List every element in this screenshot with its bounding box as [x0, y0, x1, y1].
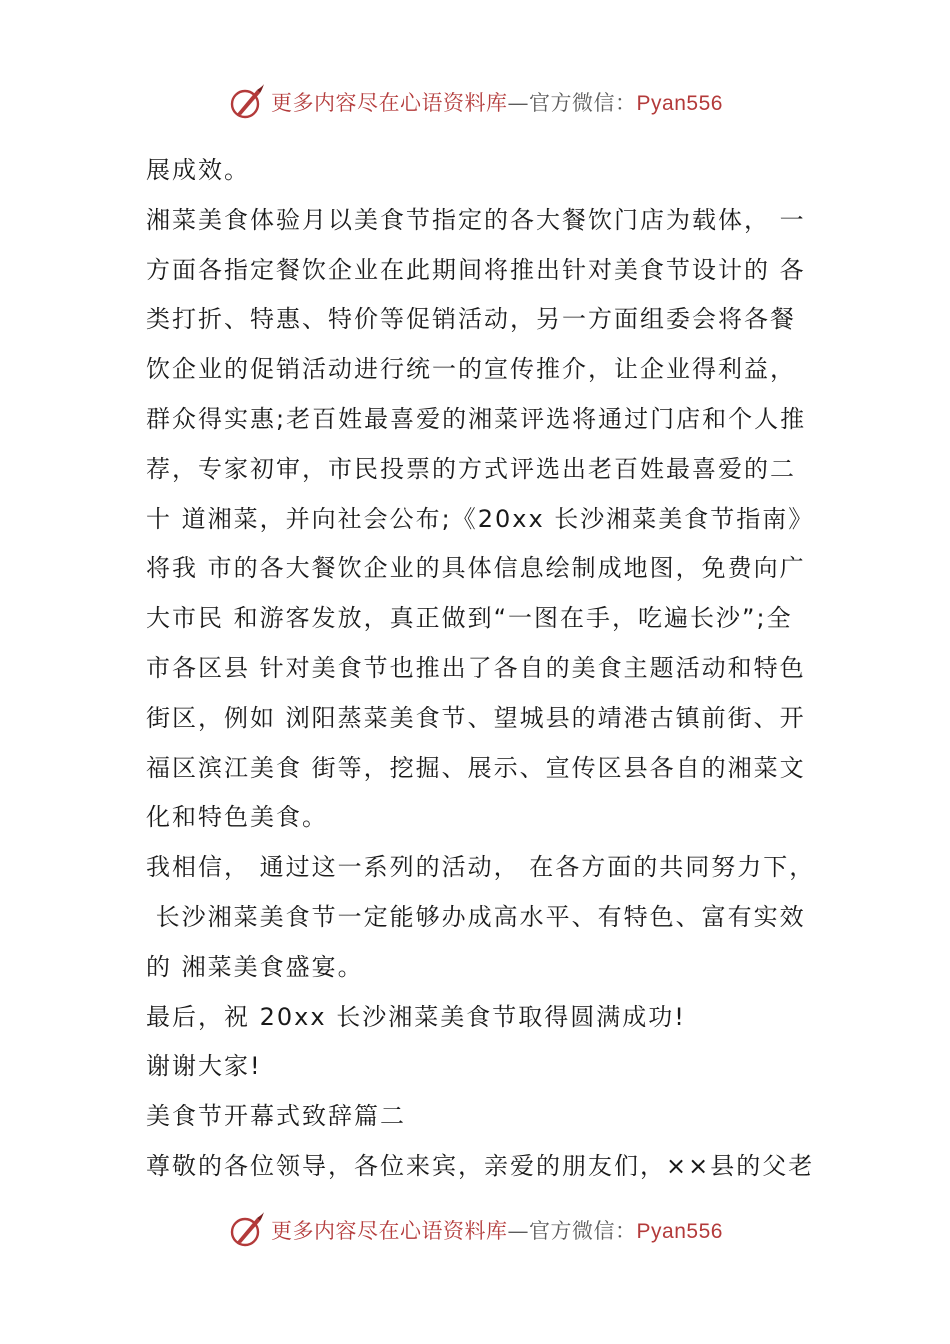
watermark-text	[271, 87, 723, 117]
watermark-dash: —	[507, 91, 530, 115]
body-line: 的 湘菜美食盛宴。	[146, 952, 364, 981]
quill-logo-icon	[227, 82, 267, 122]
footer-watermark	[0, 1208, 950, 1252]
body-line: 市各区县 针对美食节也推出了各自的美食主题活动和特色	[146, 653, 806, 682]
document-body	[146, 146, 826, 1192]
watermark-label: 官方微信：	[529, 91, 637, 115]
watermark-text	[271, 1215, 723, 1245]
watermark-label: 官方微信：	[529, 1219, 637, 1243]
watermark-id: Pyan556	[636, 1220, 723, 1243]
body-line: 类打折、特惠、特价等促销活动，另一方面组委会将各餐	[146, 305, 796, 334]
body-line: 饮企业的促销活动进行统一的宣传推介，让企业得利益，	[146, 355, 796, 384]
body-line: 长沙湘菜美食节一定能够办成高水平、有特色、富有实效	[146, 902, 806, 931]
header-watermark	[0, 80, 950, 124]
watermark-dash: —	[507, 1219, 530, 1243]
body-line: 化和特色美食。	[146, 803, 328, 832]
body-line: 尊敬的各位领导，各位来宾，亲爱的朋友们，××县的父老	[146, 1151, 815, 1180]
body-line: 十 道湘菜，并向社会公布;《20xx 长沙湘菜美食节指南》	[146, 504, 815, 533]
section-heading: 美食节开幕式致辞篇二	[146, 1102, 406, 1131]
body-line: 群众得实惠;老百姓最喜爱的湘菜评选将通过门店和个人推	[146, 404, 807, 433]
body-line: 展成效。	[146, 156, 250, 184]
body-line: 湘菜美食体验月以美食节指定的各大餐饮门店为载体， 一	[146, 205, 806, 234]
body-line: 我相信， 通过这一系列的活动， 在各方面的共同努力下，	[146, 853, 816, 882]
watermark-brand: 更多内容尽在心语资料库	[271, 91, 508, 115]
body-line: 将我 市的各大餐饮企业的具体信息绘制成地图，免费向广	[146, 554, 806, 583]
body-line: 方面各指定餐饮企业在此期间将推出针对美食节设计的 各	[146, 255, 806, 284]
watermark-id: Pyan556	[636, 92, 723, 115]
quill-logo-icon	[227, 1210, 267, 1250]
body-line: 最后，祝 20xx 长沙湘菜美食节取得圆满成功!	[146, 1002, 686, 1031]
body-line: 大市民 和游客发放，真正做到“一图在手，吃遍长沙”;全	[146, 604, 793, 633]
body-line: 福区滨江美食 街等，挖掘、展示、宣传区县各自的湘菜文	[146, 753, 806, 782]
body-line: 荐，专家初审，市民投票的方式评选出老百姓最喜爱的二	[146, 454, 796, 483]
body-line: 街区，例如 浏阳蒸菜美食节、望城县的靖港古镇前街、开	[146, 703, 806, 732]
body-line: 谢谢大家!	[146, 1052, 262, 1081]
watermark-brand: 更多内容尽在心语资料库	[271, 1219, 508, 1243]
